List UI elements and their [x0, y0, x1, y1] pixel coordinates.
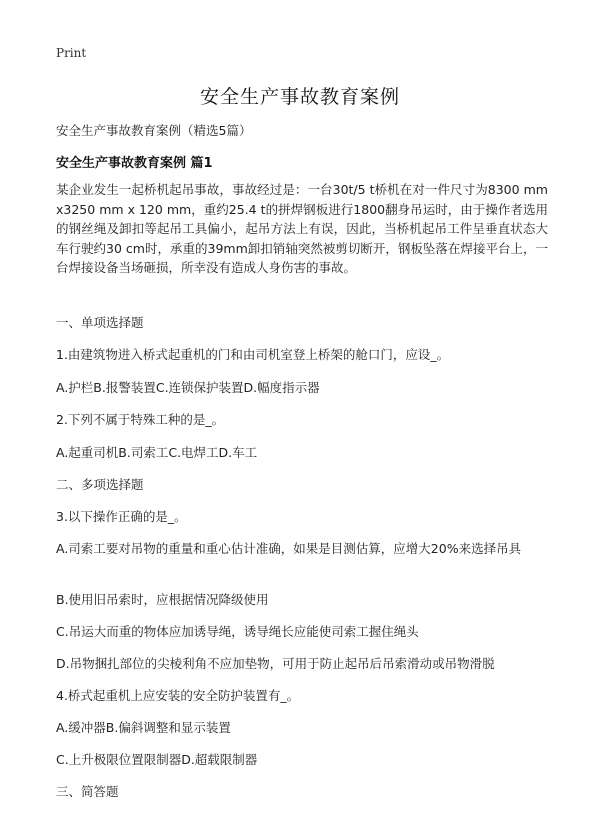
heading-multiple-choice: 二、多项选择题 — [56, 477, 144, 492]
question-2: 2.下列不属于特殊工种的是_。 — [56, 412, 225, 427]
question-3: 3.以下操作正确的是_。 — [56, 509, 187, 524]
question-1: 1.由建筑物进入桥式起重机的门和由司机室登上桥架的舱口门，应设_。 — [56, 347, 450, 362]
question-4: 4.桥式起重机上应安装的安全防护装置有_。 — [56, 688, 300, 703]
intro-paragraph: 某企业发生一起桥机起吊事故，事故经过是：一台30t/5 t桥机在对一件尺寸为8300 mm x3250 mm x 120 mm，重约25.4 t的拼焊钢板进行1800翻身吊运时，由于操作者选用的钢丝绳及卸扣等起吊工具偏小，起吊方法上有误，因此，当桥机起吊工件呈垂直状态大车行驶约30 cm时，承重的39mm卸扣销轴突然被剪切断开，钢板坠落在焊接平台上，一台焊接设备当场砸损，所幸没有造成人身伤害的事故。 — [56, 182, 548, 275]
question-3-option-b: B.使用旧吊索时，应根据情况降级使用 — [56, 592, 269, 607]
question-4-options-ab: A.缓冲器B.偏斜调整和显示装置 — [56, 720, 231, 735]
question-3-option-a: A.司索工要对吊物的重量和重心估计准确，如果是目测估算，应增大20%来选择吊具 — [56, 541, 522, 556]
question-3-option-c: C.吊运大而重的物体应加诱导绳，诱导绳长应能使司索工握住绳头 — [56, 624, 419, 639]
document-subtitle: 安全生产事故教育案例（精选5篇） — [56, 123, 252, 138]
question-1-options: A.护栏B.报警装置C.连锁保护装置D.幅度指示器 — [56, 380, 320, 395]
document-title: 安全生产事故教育案例 — [199, 86, 400, 108]
section-heading: 安全生产事故教育案例 篇1 — [56, 156, 213, 171]
heading-single-choice: 一、单项选择题 — [56, 315, 144, 330]
question-4-options-cd: C.上升极限位置限制器D.超载限制器 — [56, 752, 258, 767]
print-label: Print — [56, 46, 87, 60]
question-2-options: A.起重司机B.司索工C.电焊工D.车工 — [56, 445, 258, 460]
heading-short-answer: 三、简答题 — [56, 784, 119, 799]
question-3-option-d: D.吊物捆扎部位的尖棱利角不应加垫物，可用于防止起吊后吊索滑动或吊物滑脱 — [56, 656, 495, 671]
